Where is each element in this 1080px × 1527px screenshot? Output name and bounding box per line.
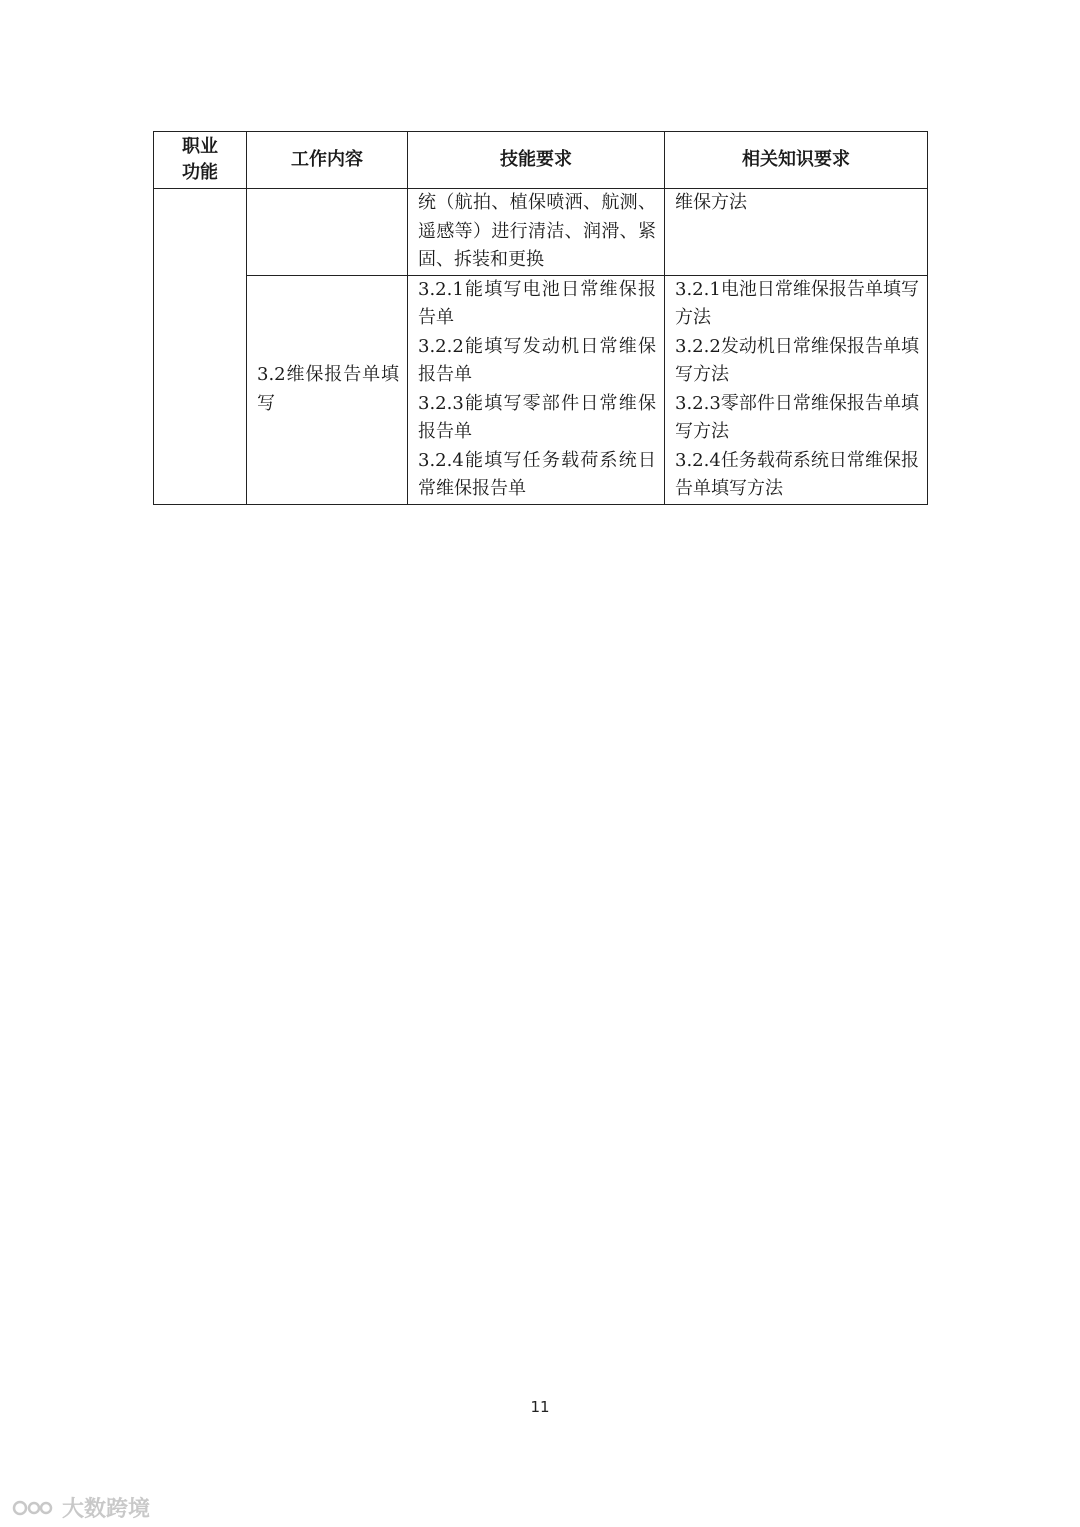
knowledge-text: 维保方法 <box>675 192 747 213</box>
knowledge-item: 3.2.4任务载荷系统日常维保报告单填写方法 <box>675 449 919 499</box>
function-cell <box>154 189 247 505</box>
watermark-text: 大数跨境 <box>62 1497 151 1522</box>
skill-list <box>408 276 664 504</box>
content-cell <box>247 275 408 504</box>
content-cell <box>247 189 408 276</box>
header-knowledge <box>665 132 928 189</box>
header-function <box>154 132 247 189</box>
standards-table <box>153 131 928 505</box>
skill-text: 统（航拍、植保喷洒、航测、遥感等）进行清洁、润滑、紧固、拆装和更换 <box>418 192 656 270</box>
skill-item: 3.2.4能填写任务载荷系统日常维保报告单 <box>418 449 656 499</box>
brand-logo-icon <box>8 1496 56 1520</box>
header-skill-label: 技能要求 <box>500 149 572 170</box>
knowledge-item: 3.2.1电池日常维保报告单填写方法 <box>675 278 919 328</box>
header-content-label: 工作内容 <box>291 149 363 170</box>
knowledge-list <box>665 276 927 504</box>
content-text: 3.2维保报告单填写 <box>257 364 399 414</box>
header-content <box>247 132 408 189</box>
header-skill <box>408 132 665 189</box>
knowledge-cell <box>665 189 928 276</box>
table-row <box>154 189 928 276</box>
page-number: 11 <box>530 1398 550 1416</box>
knowledge-item: 3.2.2发动机日常维保报告单填写方法 <box>675 335 919 385</box>
knowledge-item: 3.2.3零部件日常维保报告单填写方法 <box>675 392 919 442</box>
watermark <box>8 1492 150 1523</box>
skill-item: 3.2.2能填写发动机日常维保报告单 <box>418 335 656 385</box>
skill-cell <box>408 189 665 276</box>
header-knowledge-label: 相关知识要求 <box>742 149 850 170</box>
skill-item: 3.2.1能填写电池日常维保报告单 <box>418 278 656 328</box>
table-row <box>154 275 928 504</box>
skill-item: 3.2.3能填写零部件日常维保报告单 <box>418 392 656 442</box>
header-function-label: 职业 功能 <box>182 136 218 183</box>
skill-cell <box>408 275 665 504</box>
table-header-row <box>154 132 928 189</box>
knowledge-cell <box>665 275 928 504</box>
